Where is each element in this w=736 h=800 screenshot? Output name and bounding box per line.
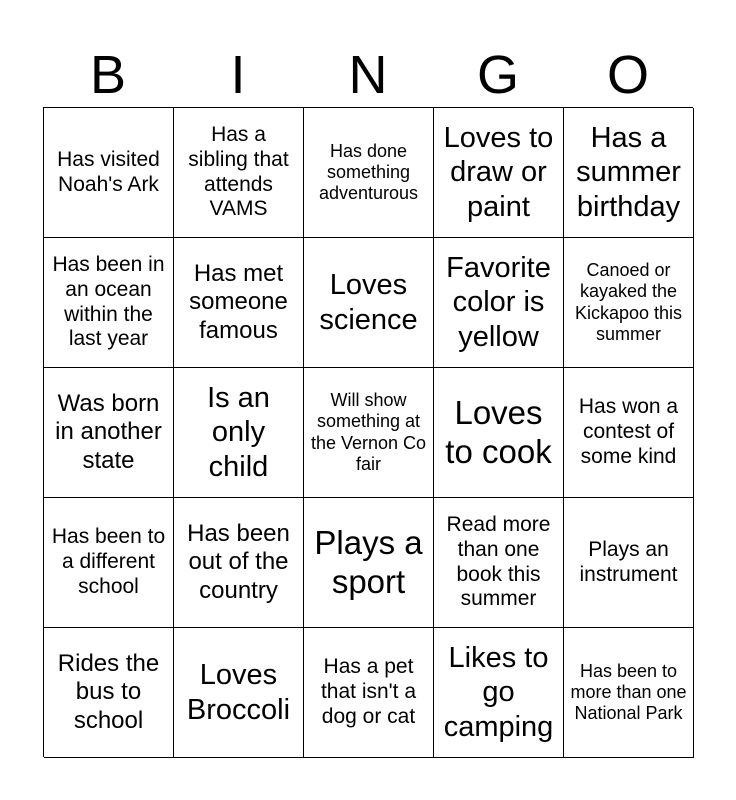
bingo-cell[interactable]: Has met someone famous bbox=[174, 238, 304, 368]
bingo-cell[interactable]: Has a sibling that attends VAMS bbox=[174, 108, 304, 238]
bingo-cell[interactable]: Favorite color is yellow bbox=[434, 238, 564, 368]
bingo-cell[interactable]: Canoed or kayaked the Kickapoo this summer bbox=[564, 238, 694, 368]
bingo-cell[interactable]: Read more than one book this summer bbox=[434, 498, 564, 628]
bingo-cell[interactable]: Rides the bus to school bbox=[44, 628, 174, 758]
bingo-header bbox=[43, 44, 693, 106]
bingo-cell[interactable]: Has a pet that isn't a dog or cat bbox=[304, 628, 434, 758]
bingo-cell[interactable]: Was born in another state bbox=[44, 368, 174, 498]
bingo-cell[interactable]: Likes to go camping bbox=[434, 628, 564, 758]
bingo-cell[interactable]: Has been in an ocean within the last year bbox=[44, 238, 174, 368]
bingo-cell[interactable]: Loves to cook bbox=[434, 368, 564, 498]
header-letter-o: O bbox=[606, 45, 649, 105]
bingo-cell[interactable]: Will show something at the Vernon Co fair bbox=[304, 368, 434, 498]
header-letter-n: N bbox=[348, 45, 388, 105]
bingo-cell[interactable]: Plays a sport bbox=[304, 498, 434, 628]
header-letter-i: I bbox=[230, 45, 246, 105]
bingo-cell[interactable]: Has visited Noah's Ark bbox=[44, 108, 174, 238]
bingo-cell[interactable]: Is an only child bbox=[174, 368, 304, 498]
bingo-cell[interactable]: Has done something adventurous bbox=[304, 108, 434, 238]
bingo-cell[interactable]: Has been to a different school bbox=[44, 498, 174, 628]
bingo-cell[interactable]: Has been out of the country bbox=[174, 498, 304, 628]
bingo-cell[interactable]: Plays an instrument bbox=[564, 498, 694, 628]
bingo-cell[interactable]: Loves Broccoli bbox=[174, 628, 304, 758]
bingo-cell[interactable]: Has been to more than one National Park bbox=[564, 628, 694, 758]
bingo-cell[interactable]: Loves science bbox=[304, 238, 434, 368]
bingo-cell[interactable]: Has a summer birthday bbox=[564, 108, 694, 238]
bingo-cell[interactable]: Loves to draw or paint bbox=[434, 108, 564, 238]
header-letter-g: G bbox=[476, 45, 519, 105]
header-letter-b: B bbox=[89, 45, 127, 105]
bingo-board bbox=[43, 107, 693, 757]
bingo-cell[interactable]: Has won a contest of some kind bbox=[564, 368, 694, 498]
